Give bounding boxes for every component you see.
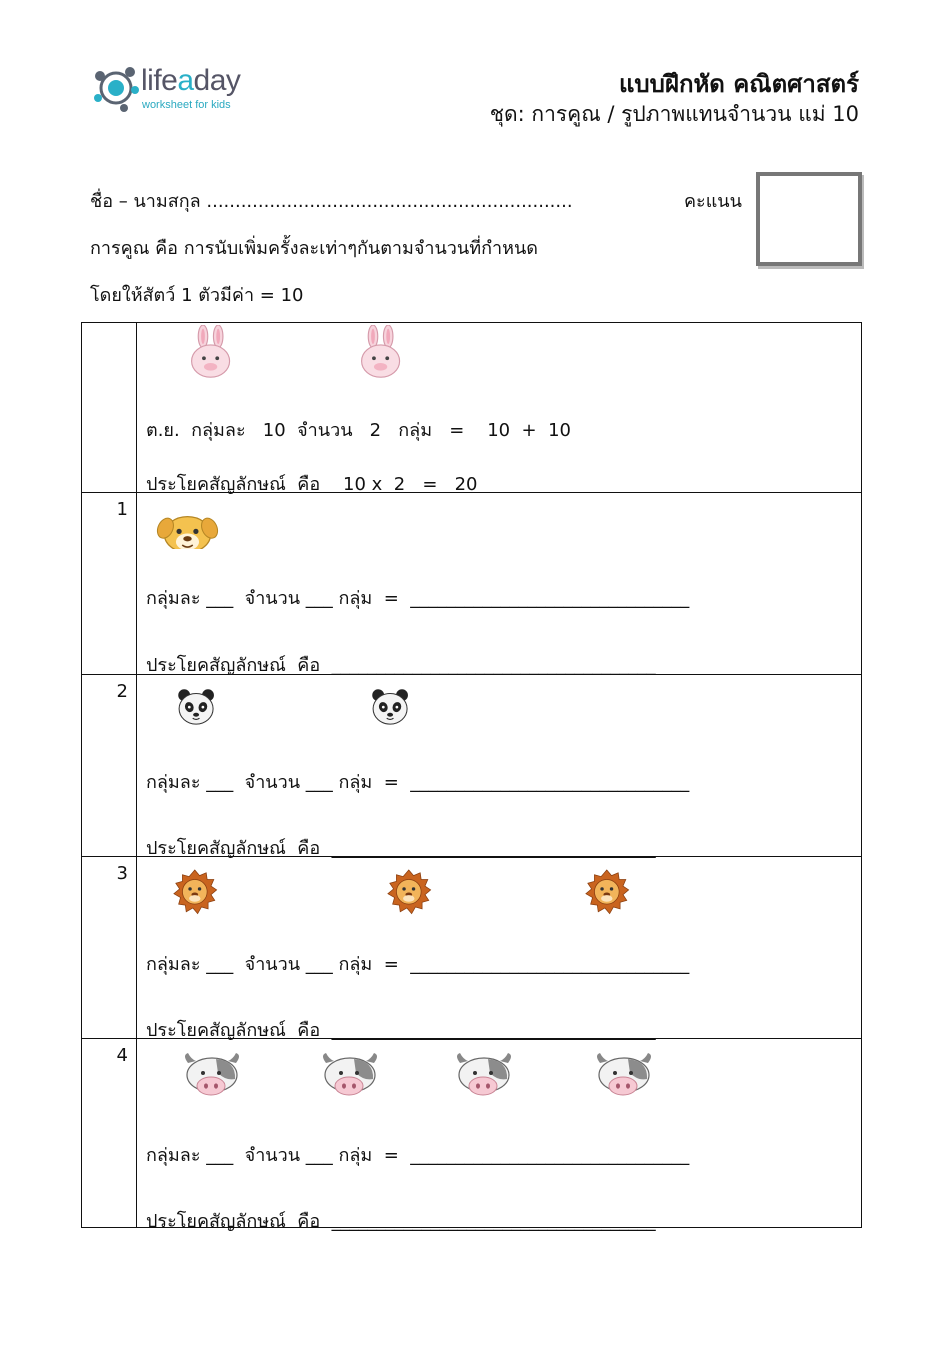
lifeaday-logo-icon <box>90 60 142 116</box>
exercise-line-1[interactable]: กลุ่มละ ___ จำนวน ___ กลุ่ม = _______________________________ <box>146 1145 690 1166</box>
exercise-line-1[interactable]: กลุ่มละ ___ จำนวน ___ กลุ่ม = _______________________________ <box>146 772 690 793</box>
exercise-row-1 <box>82 492 861 675</box>
example-row <box>82 323 861 493</box>
rabbit-icon <box>184 325 237 380</box>
panda-icon <box>174 685 218 726</box>
exercise-number: 3 <box>116 863 128 884</box>
exercise-line-1[interactable]: กลุ่มละ ___ จำนวน ___ กลุ่ม = _______________________________ <box>146 588 690 609</box>
page-title: แบบฝึกหัด คณิตศาสตร์ <box>618 70 859 98</box>
exercise-line-2[interactable]: ประโยคสัญลักษณ์ คือ ____________________________________ <box>146 1020 656 1041</box>
definition-text: การคูณ คือ การนับเพิ่มครั้งละเท่าๆกันตามจำนวนที่กำหนด <box>90 238 538 259</box>
worksheet-table <box>81 322 862 1232</box>
cow-icon <box>320 1051 380 1099</box>
exercise-line-2[interactable]: ประโยคสัญลักษณ์ คือ ____________________________________ <box>146 1211 656 1232</box>
cow-icon <box>182 1051 242 1099</box>
page-subtitle: ชุด: การคูณ / รูปภาพแทนจำนวน แม่ 10 <box>489 102 859 126</box>
dog-icon <box>156 503 219 549</box>
lion-icon <box>386 869 432 915</box>
exercise-row-2 <box>82 674 861 857</box>
exercise-row-4 <box>82 1038 861 1232</box>
cow-icon <box>594 1051 654 1099</box>
exercise-line-2[interactable]: ประโยคสัญลักษณ์ คือ ____________________________________ <box>146 655 656 676</box>
cow-icon <box>454 1051 514 1099</box>
exercise-line-2[interactable]: ประโยคสัญลักษณ์ คือ ____________________________________ <box>146 838 656 859</box>
logo-tagline: worksheet for kids <box>142 99 231 111</box>
lion-icon <box>172 869 218 915</box>
example-line-1: ต.ย. กลุ่มละ 10 จำนวน 2 กลุ่ม = 10 + 10 <box>146 420 571 441</box>
exercise-number: 2 <box>116 681 128 702</box>
exercise-line-1[interactable]: กลุ่มละ ___ จำนวน ___ กลุ่ม = _______________________________ <box>146 954 690 975</box>
rabbit-icon <box>354 325 407 380</box>
exercise-number: 1 <box>116 499 128 520</box>
example-line-2: ประโยคสัญลักษณ์ คือ 10 x 2 = 20 <box>146 474 478 495</box>
rule-text: โดยให้สัตว์ 1 ตัวมีค่า = 10 <box>90 285 304 306</box>
logo-wordmark: lifeaday <box>141 64 241 97</box>
score-box[interactable] <box>756 172 862 266</box>
name-line[interactable]: ชื่อ – นามสกุล ................................................................ <box>90 191 573 212</box>
score-label: คะแนน <box>684 191 742 212</box>
lion-icon <box>584 869 630 915</box>
exercise-number: 4 <box>116 1045 128 1066</box>
panda-icon <box>368 685 412 726</box>
exercise-row-3 <box>82 856 861 1039</box>
